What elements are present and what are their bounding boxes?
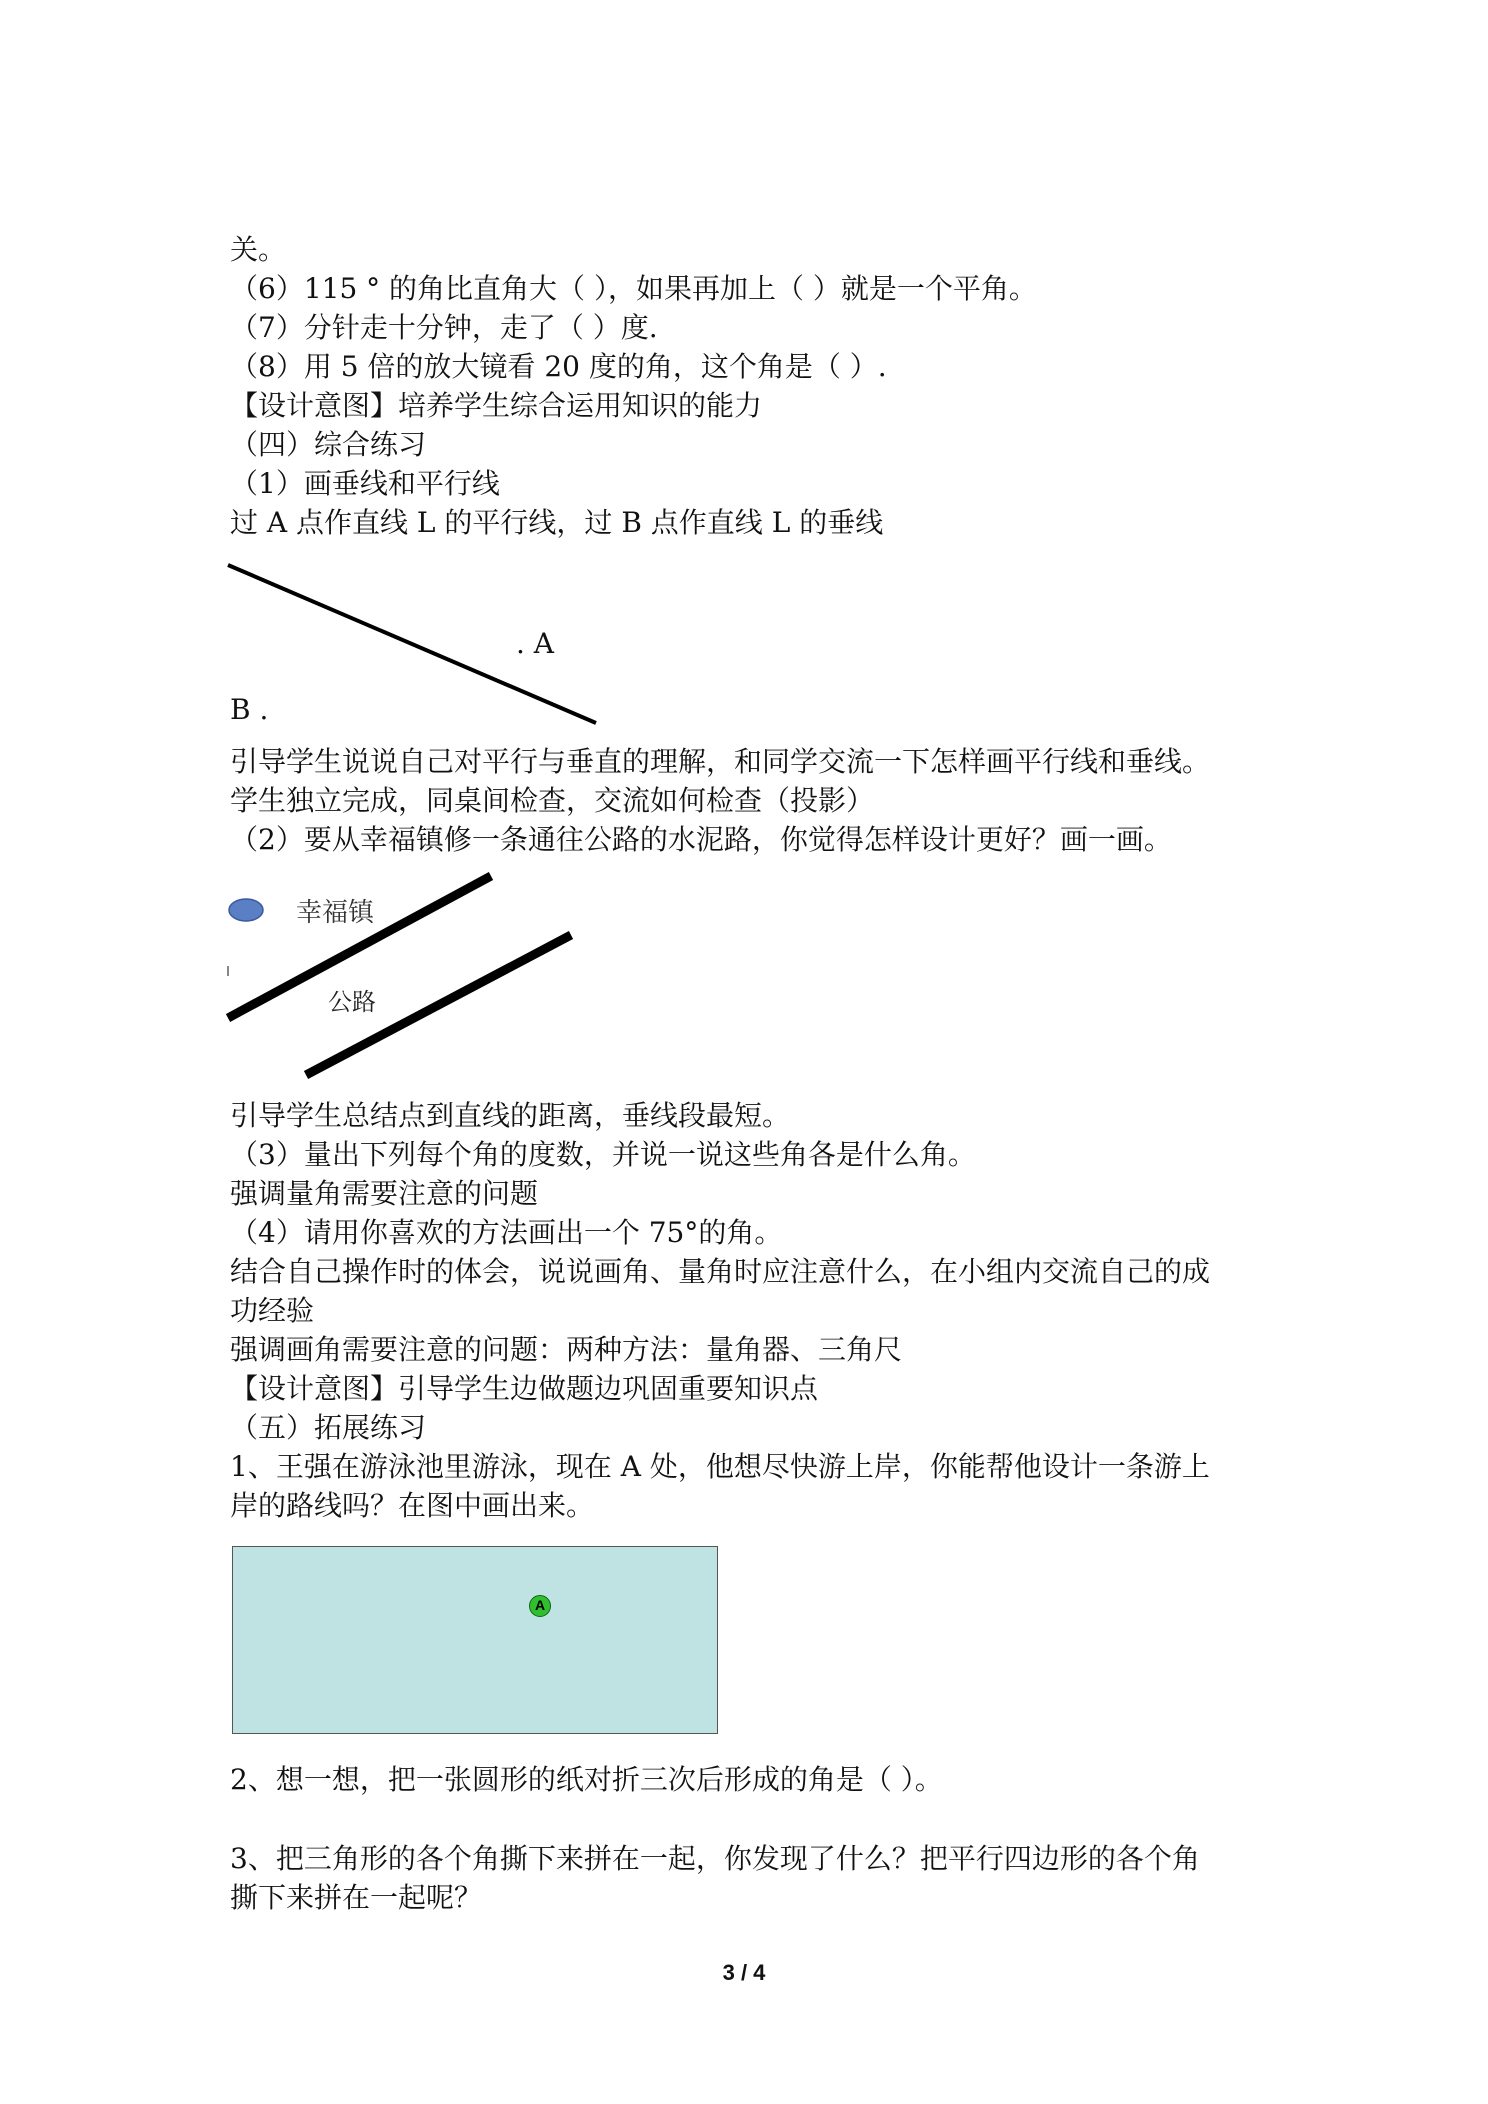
exercise-title: （1）画垂线和平行线 [230,467,500,500]
section-note: 【设计意图】培养学生综合运用知识的能力 [230,389,763,422]
section-heading: （五）拓展练习 [230,1411,427,1444]
point-a-marker [529,1595,551,1617]
text-line: 学生独立完成，同桌间检查，交流如何检查（投影） [230,784,875,817]
text-line: （8）用 5 倍的放大镜看 20 度的角，这个角是（ ）. [230,350,887,383]
pool-figure [232,1546,718,1734]
figure-town-road [226,870,586,1080]
exercise-instruction: 过 A 点作直线 L 的平行线，过 B 点作直线 L 的垂线 [230,506,884,539]
figure-line-l [226,555,606,735]
town-label: 幸福镇 [296,897,375,927]
text-line: 引导学生总结点到直线的距离，垂线段最短。 [230,1099,791,1132]
text-line: 关。 [230,233,287,266]
text-line: 结合自己操作时的体会，说说画角、量角时应注意什么，在小组内交流自己的成 [230,1255,1211,1288]
text-line: 强调画角需要注意的问题：两种方法：量角器、三角尺 [230,1333,903,1366]
exercise-instruction: 岸的路线吗？在图中画出来。 [230,1489,595,1522]
exercise-title: （4）请用你喜欢的方法画出一个 75°的角。 [230,1216,783,1249]
text-line: 功经验 [230,1294,315,1327]
point-b-label: B . [230,693,269,726]
point-a-label: . A [516,627,555,660]
text-line: 引导学生说说自己对平行与垂直的理解，和同学交流一下怎样画平行线和垂线。 [230,745,1211,778]
exercise-question: 撕下来拼在一起呢？ [230,1881,483,1914]
exercise-title: （2）要从幸福镇修一条通往公路的水泥路，你觉得怎样设计更好？画一画。 [230,823,1172,856]
text-line: （7）分针走十分钟，走了（ ）度. [230,311,658,344]
town-marker [229,899,263,921]
exercise-title: （3）量出下列每个角的度数，并说一说这些角各是什么角。 [230,1138,976,1171]
page-number: 3 / 4 [722,1960,766,1985]
text-line: 强调量角需要注意的问题 [230,1177,539,1210]
section-note: 【设计意图】引导学生边做题边巩固重要知识点 [230,1372,819,1405]
section-heading: （四）综合练习 [230,428,427,461]
road-label: 公路 [328,989,376,1016]
exercise-question: 2、想一想，把一张圆形的纸对折三次后形成的角是（ ）。 [230,1763,943,1796]
exercise-question: 3、把三角形的各个角撕下来拼在一起，你发现了什么？把平行四边形的各个角 [230,1842,1200,1875]
town-road-diagram [226,870,586,1080]
point-a-text: A [534,1597,546,1613]
text-line: （6）115 ° 的角比直角大（ ），如果再加上（ ）就是一个平角。 [230,272,1037,305]
exercise-instruction: 1、王强在游泳池里游泳，现在 A 处，他想尽快游上岸，你能帮他设计一条游上 [230,1450,1210,1483]
